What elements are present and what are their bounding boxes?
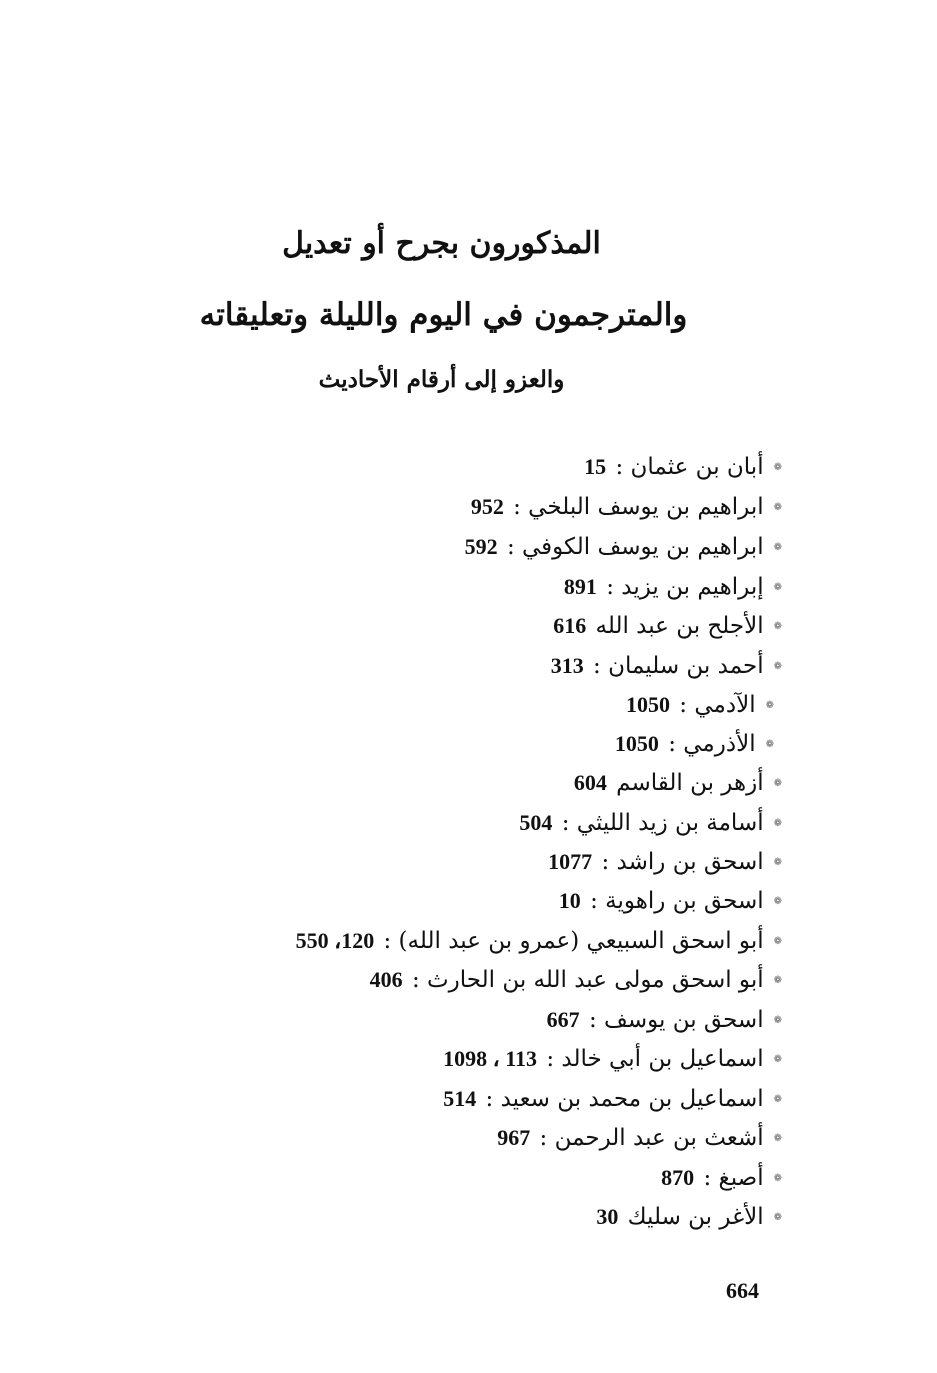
entry-hadith-number: 406	[369, 967, 403, 992]
page-subheading: والعزو إلى أرقام الأحاديث	[318, 366, 565, 393]
index-entry	[564, 570, 782, 604]
bullet-icon: ❁	[765, 700, 774, 711]
bullet-icon: ❁	[773, 1094, 782, 1105]
entry-hadith-number: 10	[558, 888, 581, 913]
bullet-icon: ❁	[773, 857, 782, 868]
index-entry	[547, 1003, 782, 1037]
entry-name: الأذرمي :	[668, 731, 756, 757]
bullet-icon: ❁	[765, 739, 774, 750]
index-entry	[661, 1161, 782, 1195]
entry-name: أصبغ :	[703, 1165, 764, 1191]
bullet-icon: ❁	[773, 818, 782, 829]
bullet-icon: ❁	[773, 582, 782, 593]
page-number: 664	[726, 1278, 759, 1303]
bullet-icon: ❁	[773, 542, 782, 553]
bullet-icon: ❁	[773, 1173, 782, 1184]
bullet-icon: ❁	[773, 778, 782, 789]
bullet-icon: ❁	[773, 975, 782, 986]
bullet-icon: ❁	[773, 1212, 782, 1223]
entry-hadith-number: 891	[563, 574, 597, 599]
entry-hadith-number: 952	[470, 494, 504, 519]
entry-name: الآدمي :	[679, 692, 756, 718]
entry-hadith-number: 604	[573, 770, 607, 795]
index-entry	[596, 1200, 782, 1234]
entry-name: أسامة بن زيد الليثي :	[561, 810, 764, 836]
entry-name: اسحق بن يوسف :	[588, 1007, 764, 1033]
entry-hadith-number: 15	[584, 454, 607, 479]
bullet-icon: ❁	[773, 1015, 782, 1026]
index-entry	[370, 963, 782, 997]
entry-hadith-number: 967	[497, 1125, 531, 1150]
bullet-icon: ❁	[773, 462, 782, 473]
page-subtitle: والمترجمون في اليوم والليلة وتعليقاته	[199, 297, 688, 333]
index-entry	[559, 884, 782, 918]
entry-hadith-number: 113 ، 1098	[443, 1046, 538, 1071]
entry-name: أحمد بن سليمان :	[593, 653, 764, 679]
entry-hadith-number: 592	[464, 534, 498, 559]
entry-name: اسحق بن راهوية :	[590, 888, 764, 914]
index-entry	[615, 727, 774, 761]
index-entry	[443, 1082, 782, 1116]
index-entry	[548, 845, 782, 879]
index-entry	[519, 806, 782, 840]
entry-hadith-number: 616	[553, 613, 587, 638]
index-entry	[465, 530, 782, 564]
entry-hadith-number: 870	[661, 1165, 695, 1190]
index-entry	[296, 924, 782, 958]
index-entry	[553, 609, 782, 643]
entry-name: الأغر بن سليك	[627, 1204, 764, 1230]
entry-name: أبو اسحق مولى عبد الله بن الحارث :	[411, 967, 764, 993]
entry-name: أزهر بن القاسم	[616, 770, 764, 796]
entry-name: إبراهيم بن يزيد :	[606, 574, 764, 600]
index-entry	[626, 688, 774, 722]
index-entry	[497, 1121, 782, 1155]
entry-hadith-number: 1050	[625, 692, 670, 717]
entry-name: اسماعيل بن أبي خالد :	[546, 1046, 764, 1072]
bullet-icon: ❁	[773, 1133, 782, 1144]
entry-name: الأجلح بن عبد الله	[595, 613, 764, 639]
entry-hadith-number: 120، 550	[295, 928, 375, 953]
entry-name: ابراهيم بن يوسف البلخي :	[513, 494, 764, 520]
entry-name: أبان بن عثمان :	[615, 454, 764, 480]
index-entry	[584, 450, 782, 484]
entry-hadith-number: 667	[546, 1007, 580, 1032]
index-entry	[471, 490, 782, 524]
entry-hadith-number: 313	[550, 653, 584, 678]
bullet-icon: ❁	[773, 896, 782, 907]
bullet-icon: ❁	[773, 661, 782, 672]
bullet-icon: ❁	[773, 621, 782, 632]
entry-name: اسحق بن راشد :	[601, 849, 764, 875]
entry-hadith-number: 1077	[548, 849, 593, 874]
index-entry	[443, 1042, 782, 1076]
page-title: المذكورون بجرح أو تعديل	[282, 226, 601, 261]
entry-hadith-number: 30	[596, 1204, 619, 1229]
bullet-icon: ❁	[773, 1054, 782, 1065]
bullet-icon: ❁	[773, 936, 782, 947]
index-entry	[551, 649, 782, 683]
entry-name: اسماعيل بن محمد بن سعيد :	[485, 1086, 764, 1112]
index-entry	[574, 766, 782, 800]
entry-hadith-number: 514	[443, 1086, 477, 1111]
entry-name: ابراهيم بن يوسف الكوفي :	[506, 534, 764, 560]
entry-name: أشعث بن عبد الرحمن :	[539, 1125, 764, 1151]
entry-hadith-number: 1050	[614, 731, 659, 756]
bullet-icon: ❁	[773, 502, 782, 513]
entry-name: أبو اسحق السبيعي (عمرو بن عبد الله) :	[383, 928, 764, 954]
entry-hadith-number: 504	[519, 810, 553, 835]
